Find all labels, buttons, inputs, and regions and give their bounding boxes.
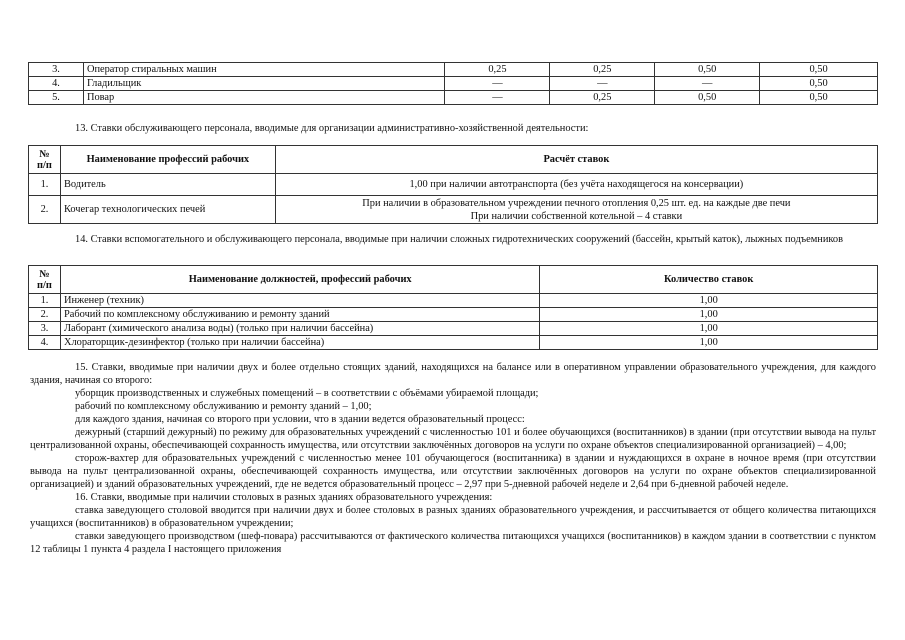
- rate-quantity: 1,00: [540, 294, 878, 308]
- table-row: [29, 63, 878, 77]
- position-name: Инженер (техник): [60, 294, 539, 308]
- rate-quantity: 1,00: [540, 308, 878, 322]
- rate-value: —: [655, 77, 760, 91]
- table-row: [29, 196, 878, 224]
- rate-value: 0,25: [445, 63, 550, 77]
- table-row: [29, 336, 878, 350]
- row-number: 5.: [29, 91, 84, 105]
- column-header-position: Наименование должностей, профессий рабочих: [60, 266, 539, 294]
- section-13-heading: 13. Ставки обслуживающего персонала, вводимые для организации административно-хозяйственной деятельности:: [75, 123, 589, 134]
- sections-15-16: [30, 361, 876, 556]
- rate-value: 0,50: [760, 77, 878, 91]
- profession-name: Кочегар технологических печей: [60, 196, 275, 224]
- row-number: 2.: [29, 196, 61, 224]
- table-row: [29, 294, 878, 308]
- row-number: 3.: [29, 63, 84, 77]
- rate-calculation-line: При наличии собственной котельной – 4 ставки: [470, 210, 683, 222]
- profession-name: Повар: [83, 91, 445, 105]
- rate-quantity: 1,00: [540, 322, 878, 336]
- section-16-heading: 16. Ставки, вводимые при наличии столовых в разных зданиях образовательного учреждения:: [75, 492, 493, 503]
- rate-calculation-line: При наличии в образовательном учреждении печного отопления 0,25 шт. ед. на каждые две печи: [362, 197, 791, 209]
- rate-value: 0,25: [550, 91, 655, 105]
- column-header-calculation: Расчёт ставок: [275, 146, 877, 174]
- paragraph: ставки заведующего производством (шеф-повара) рассчитываются от фактического количества питающихся учащихся (воспитанников) в каждом здании в соответствии с пунктом 12 таблицы 1 пункта 4 раздела I настоящего приложения: [30, 531, 876, 555]
- position-name: Хлораторщик-дезинфектор (только при наличии бассейна): [60, 336, 539, 350]
- rate-value: 0,25: [550, 63, 655, 77]
- column-header-number: № п/п: [29, 146, 61, 174]
- table-row: [29, 174, 878, 196]
- rate-quantity: 1,00: [540, 336, 878, 350]
- position-name: Рабочий по комплексному обслуживанию и ремонту зданий: [60, 308, 539, 322]
- row-number: 2.: [29, 308, 61, 322]
- rate-value: —: [445, 91, 550, 105]
- profession-name: Водитель: [60, 174, 275, 196]
- rate-value: 0,50: [760, 91, 878, 105]
- rate-calculation: 1,00 при наличии автотранспорта (без учёта находящегося на консервации): [275, 174, 877, 196]
- paragraph: для каждого здания, начиная со второго при условии, что в здании ведется образовательный процесс:: [75, 414, 525, 425]
- profession-name: Оператор стиральных машин: [83, 63, 445, 77]
- section-15-heading: 15. Ставки, вводимые при наличии двух и более отдельно стоящих зданий, находящихся на балансе или в оперативном управлении образовательного учреждения, для каждого здания, начиная со второго:: [30, 362, 876, 386]
- table-row: [29, 308, 878, 322]
- paragraph: ставка заведующего столовой вводится при наличии двух и более столовых в разных зданиях образовательного учреждения, и рассчитывается от общего количества питающихся учащихся (воспитанников) в образовательном учреждении;: [30, 505, 876, 529]
- profession-name: Гладильщик: [83, 77, 445, 91]
- column-header-number: № п/п: [29, 266, 61, 294]
- table-header-row: [29, 146, 878, 174]
- rate-value: —: [550, 77, 655, 91]
- row-number: 1.: [29, 174, 61, 196]
- rate-value: 0,50: [655, 91, 760, 105]
- paragraph: сторож-вахтер для образовательных учреждений с численностью менее 101 обучающегося (воспитанника) в здании и нуждающихся в охране в ночное время (при отсутствии вывода на пульт централизованной охраны, обеспечивающей сохранность имущества, или отсутствии заключённых договоров на услуги по охране объектов специализированной организацией) и зданий образовательных учреждений, где не ведется образовательный процесс – 2,97 при 5-дневной рабочей неделе и 2,64 при 6-дневной рабочей неделе.: [30, 453, 876, 490]
- table-row: [29, 91, 878, 105]
- row-number: 4.: [29, 77, 84, 91]
- table-row: [29, 322, 878, 336]
- column-header-profession: Наименование профессий рабочих: [60, 146, 275, 174]
- row-number: 4.: [29, 336, 61, 350]
- section-14-heading: 14. Ставки вспомогательного и обслуживающего персонала, вводимые при наличии сложных гидротехнических сооружений (бассейн, крытый каток), лыжных подъемников: [75, 234, 844, 245]
- paragraph: дежурный (старший дежурный) по режиму для образовательных учреждений с численностью 101 и более обучающихся (воспитанников) в здании (при отсутствии вывода на пульт централизованной охраны, обеспечивающей сохранность имущества, или отсутствии заключённых договоров на услуги по охране объектов специализированной организацией) – 4,00;: [30, 427, 876, 451]
- table-section-14: [28, 265, 878, 350]
- table-section-13: [28, 145, 878, 224]
- row-number: 1.: [29, 294, 61, 308]
- column-header-quantity: Количество ставок: [540, 266, 878, 294]
- rate-calculation: [275, 196, 877, 224]
- row-number: 3.: [29, 322, 61, 336]
- table-row: [29, 77, 878, 91]
- rate-value: —: [445, 77, 550, 91]
- rate-value: 0,50: [655, 63, 760, 77]
- paragraph: уборщик производственных и служебных помещений – в соответствии с объёмами убираемой площади;: [75, 388, 539, 399]
- paragraph: рабочий по комплексному обслуживанию и ремонту зданий – 1,00;: [75, 401, 372, 412]
- position-name: Лаборант (химического анализа воды) (только при наличии бассейна): [60, 322, 539, 336]
- rate-value: 0,50: [760, 63, 878, 77]
- table-staff-rates-continued: [28, 62, 878, 105]
- table-header-row: [29, 266, 878, 294]
